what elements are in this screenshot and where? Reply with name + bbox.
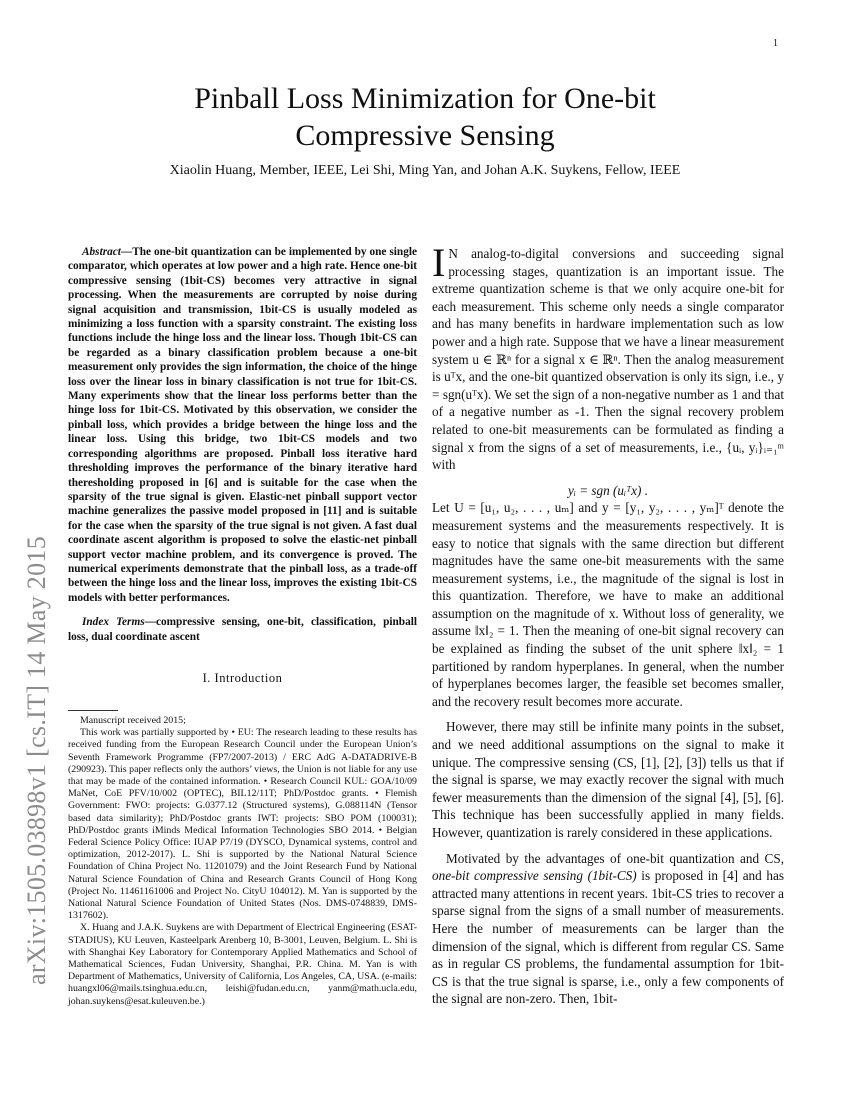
page-number: 1 — [773, 38, 778, 49]
footnote-received: Manuscript received 2015; — [80, 715, 186, 726]
title-line-1: Pinball Loss Minimization for One-bit — [194, 82, 656, 115]
abstract-text: —The one-bit quantization can be implemented by one single comparator, which operates at low power and a high rate. Hence one-bit compressive sensing (1bit-CS) becomes very attractive in signal processing. When the measurements are corrupted by noise during signal acquisition and transmission, 1bit-CS is usually modeled as minimizing a loss function with a sparsity constraint. The existing loss functions include the hinge loss and the linear loss. Though 1bit-CS can be regarded as a binary classification problem because a one-bit measurement only provides the sign information, the choice of the hinge loss over the linear loss in binary classification is not true for 1bit-CS. Many experiments show that the linear loss performs better than the hinge loss for 1bit-CS. Motivated by this observation, we consider the pinball loss, which provides a bridge between the hinge loss and the linear loss. Using this bridge, two 1bit-CS models and two corresponding algorithms are proposed. Pinball loss iterative hard thresholding improves the performance of the binary iterative hard theresholding proposed in [6] and is suitable for the case when the sparsity of the true signal is given. Elastic-net pinball support vector machine generalizes the passive model proposed in [11] and is suitable for the case when the sparsity of the true signal is not given. A fast dual coordinate ascent algorithm is proposed to solve the elastic-net pinball support vector machine problem, and its convergence is proved. The numerical experiments demonstrate that the pinball loss, as a trade-off between the hinge loss and the linear loss, improves the existing 1bit-CS models with better performances. — [68, 246, 417, 604]
arxiv-stamp[interactable]: arXiv:1505.03898v1 [cs.IT] 14 May 2015 — [22, 536, 51, 985]
intro-paragraph-4-emphasis: one-bit compressive sensing (1bit-CS) — [432, 868, 637, 884]
abstract-label: Abstract — [82, 246, 121, 258]
footnotes — [68, 715, 417, 1008]
right-column — [432, 240, 784, 1008]
intro-paragraph-4-rest: is proposed in [4] and has attracted many attentions in recent years. 1bit-CS tries to recover a sparse signal from the signs of a small number of measurements. Here the number of measurements can be larger than the dimension of the signal, which is different from regular CS. Same as in regular CS problems, the fundamental assumption for 1bit-CS is that the true signal is sparse, i.e., only a few components of the signal are non-zero. Then, 1bit- — [432, 868, 784, 1007]
abstract — [68, 245, 417, 605]
left-column — [68, 245, 417, 709]
intro-paragraph-4 — [432, 850, 784, 1008]
section-heading-introduction: I. Introduction — [202, 670, 283, 685]
footnote-funding: This work was partially supported by • EU: The research leading to these results has received funding from the European Research Council under the European Union’s Seventh Framework Programme (FP7/2007-2013) / ERC AdG A-DATADRIVE-B (290923). This paper reflects only the authors’ views, the Union is not liable for any use that may be made of the contained information. • Research Council KUL: GOA/10/09 MaNet, CoE PFV/10/002 (OPTEC), BIL12/11T; PhD/Postdoc grants. • Flemish Government: FWO: projects: G.0377.12 (Structured systems), G.088114N (Tensor based data similarity); PhD/Postdoc grants IWT: projects: SBO POM (100031); PhD/Postdoc grants iMinds Medical Information Technologies SBO 2014. • Belgian Federal Science Policy Office: IUAP P7/19 (DYSCO, Dynamical systems, control and optimization, 2012-2017). L. Shi is supported by the National Natural Science Foundation of China Project No. 11201079) and the Joint Research Fund by National Natural Science Foundation of China and Research Grants Council of Hong Kong (Project No. 11461161006 and Project No. CityU 104012). M. Yan is supported by the National Natural Science Foundation of United States (Nos. DMS-0748839, DMS-1317602). — [68, 727, 417, 922]
footnote-affiliations: X. Huang and J.A.K. Suykens are with Department of Electrical Engineering (ESAT-STADIUS), KU Leuven, Kasteelpark Arenberg 10, B-3001, Leuven, Belgium. L. Shi is with Shanghai Key Laboratory for Contemporary Applied Mathematics and School of Mathematical Sciences, Fudan University, Shanghai, P.R. China. M. Yan is with Department of Mathematics, University of California, Los Angeles, CA, USA. (e-mails: huangxl06@mails.tsinghua.edu.cn, leishi@fudan.edu.cn, yanm@math.ucla.edu, johan.suykens@esat.kuleuven.be.) — [68, 922, 417, 1007]
drop-cap: I — [432, 240, 446, 285]
index-terms-text: —compressive sensing, one-bit, classification, pinball loss, dual coordinate ascent — [68, 616, 417, 643]
paper-title — [120, 80, 730, 154]
display-equation: yᵢ = sgn (uᵢᵀx) . — [567, 482, 649, 498]
intro-paragraph-4-start: Motivated by the advantages of one-bit quantization and CS, — [446, 850, 784, 866]
intro-paragraph-1-text: N analog-to-digital conversions and succeeding signal processing stages, quantization is an important issue. The extreme quantization scheme is that we only acquire one-bit for each measurement. This scheme only needs a single comparator and has many benefits in hardware implementation such as low power and a high rate. Suppose that we have a linear measurement system u ∈ ℝⁿ for a signal x ∈ ℝⁿ. Then the analog measurement is uᵀx, and the one-bit quantized observation is only its sign, i.e., y = sgn(uᵀx). We set the sign of a non-negative number as 1 and that of a negative number as -1. Then the signal recovery problem related to one-bit measurements can be formulated as finding a signal x from the signs of a set of measurements, i.e., {uᵢ, yᵢ}ᵢ₌₁ᵐ with — [432, 246, 784, 473]
intro-paragraph-1 — [432, 240, 784, 474]
intro-paragraph-2: Let U = [u₁, u₂, . . . , uₘ] and y = [y₁, y₂, . . . , yₘ]ᵀ denote the measurement systems and the measurements respectively. It is easy to notice that signals with the same direction but different magnitudes have the same one-bit measurements with the same measurement systems, i.e., the magnitude of the signal is lost in this quantization. Therefore, we have to make an additional assumption on the magnitude of x. Without loss of generality, we assume ‖x‖₂ = 1. Then the meaning of one-bit signal recovery can be explained as finding the subset of the unit sphere ‖x‖₂ = 1 partitioned by random hyperplanes. In general, when the number of hyperplanes becomes larger, the feasible set becomes smaller, and the recovery result becomes more accurate. — [432, 500, 784, 709]
intro-paragraph-3: However, there may still be infinite many points in the subset, and we need additional assumptions on the signal to make it unique. The compressive sensing (CS, [1], [2], [3]) tells us that if the signal is sparse, we may exactly recover the signal with much fewer measurements than the dimension of the signal [4], [5], [6]. This technique has been successfully applied in many fields. However, quantization is rarely considered in these applications. — [432, 719, 784, 840]
title-line-2: Compressive Sensing — [295, 119, 555, 152]
index-terms-label: Index Terms — [82, 616, 145, 629]
author-list: Xiaolin Huang, Member, IEEE, Lei Shi, Ming Yan, and Johan A.K. Suykens, Fellow, IEEE — [169, 163, 681, 178]
index-terms — [68, 615, 417, 644]
footnote-divider — [68, 710, 118, 711]
